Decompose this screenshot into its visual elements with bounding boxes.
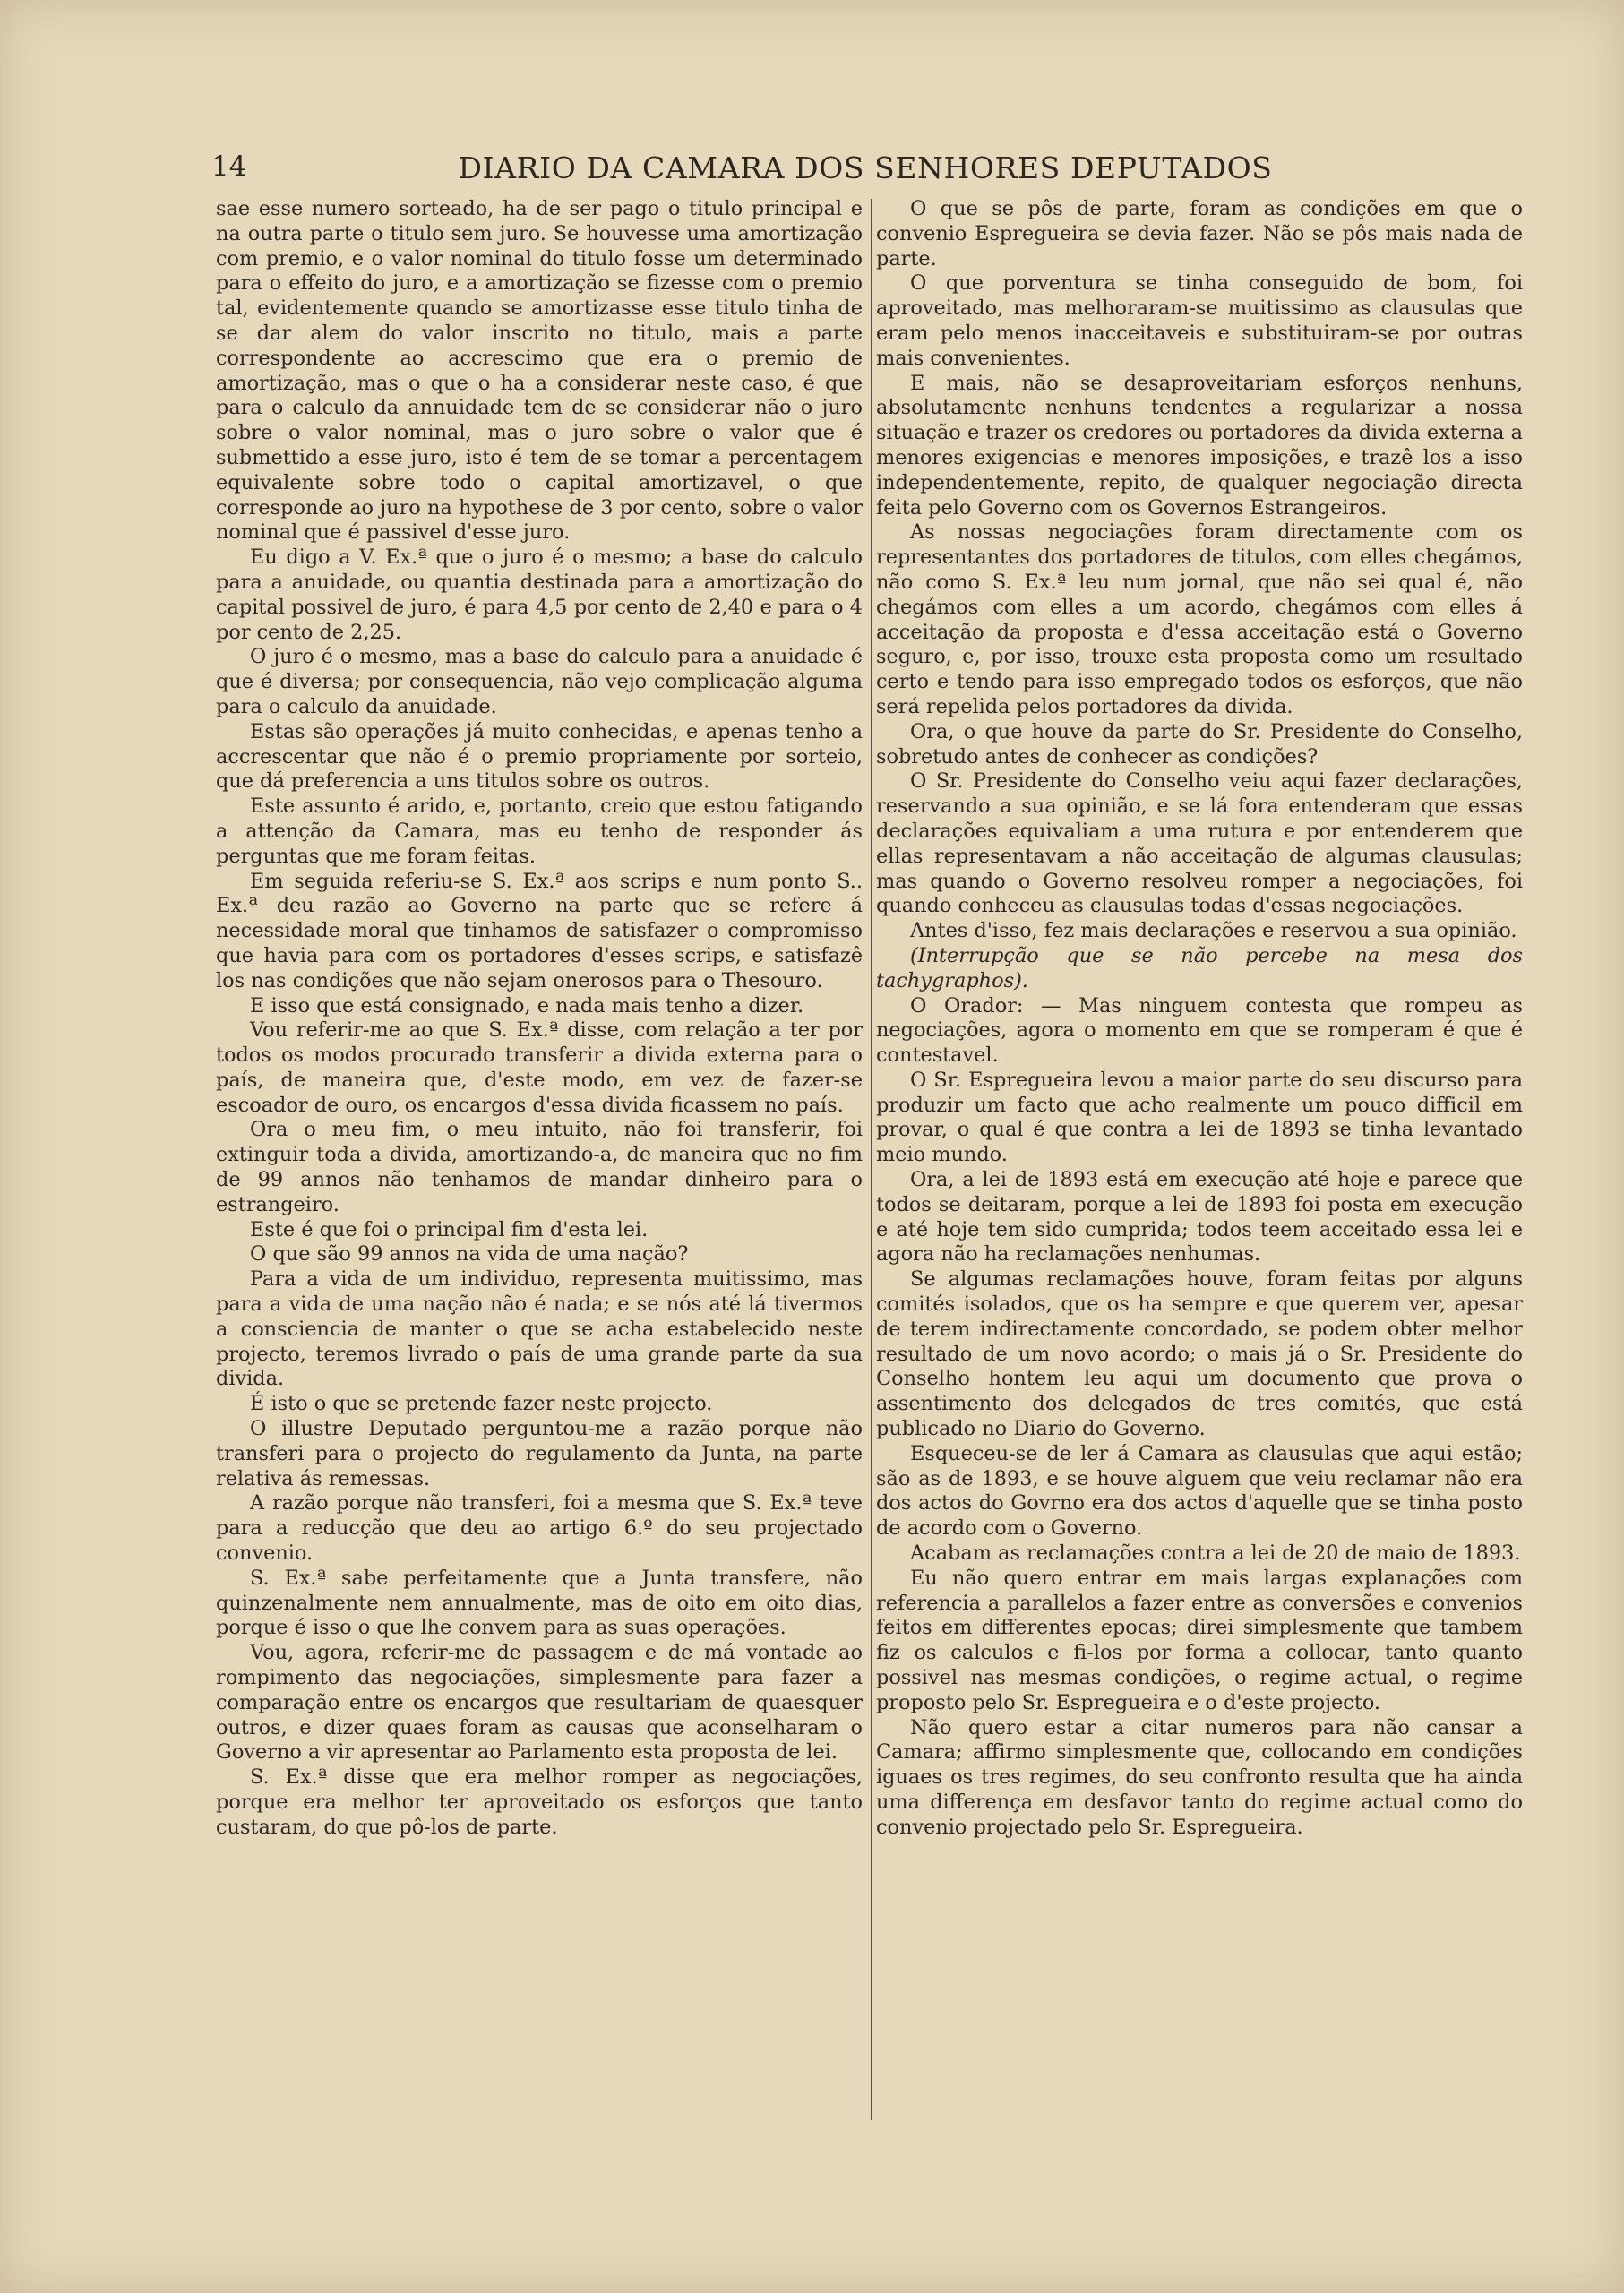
paragraph: O Sr. Espregueira levou a maior parte do seu discurso para produzir um facto que acho realmente um pouco difficil em provar, o qual é que contra a lei de 1893 se tinha levantado meio mundo. bbox=[876, 1068, 1523, 1167]
paragraph: Ora, a lei de 1893 está em execução até hoje e parece que todos se deitaram, porque a lei de 1893 foi posta em execução e até hoje tem sido cumprida; todos teem acceitado essa lei e agora não ha reclamações nenhumas. bbox=[876, 1168, 1523, 1267]
right-column bbox=[876, 197, 1523, 1841]
page-number: 14 bbox=[211, 150, 247, 183]
journal-title: DIARIO DA CAMARA DOS SENHORES DEPUTADOS bbox=[458, 150, 1273, 185]
column-divider bbox=[871, 199, 872, 2120]
paragraph: E isso que está consignado, e nada mais tenho a dizer. bbox=[250, 993, 804, 1018]
paragraph: Ora, o que houve da parte do Sr. Presidente do Conselho, sobretudo antes de conhecer as condições? bbox=[876, 719, 1523, 769]
paragraph: Se algumas reclamações houve, foram feitas por alguns comités isolados, que os ha sempre e que querem ver, apesar de terem indirectamente concordado, se podem obter melhor resultado de um novo acordo; o mais já o Sr. Presidente do Conselho hontem leu aqui um documento que prova o assentimento dos delegados de tres comités, que está publicado no Diario do Governo. bbox=[876, 1267, 1523, 1441]
paragraph: O illustre Deputado perguntou-me a razão porque não transferi para o projecto do regulamento da Junta, na parte relativa ás remessas. bbox=[216, 1417, 863, 1490]
paragraph: sae esse numero sorteado, ha de ser pago o titulo principal e na outra parte o titulo sem juro. Se houvesse uma amortização com premio, e o valor nominal do titulo fosse um determinado para o effeito do juro, e a amortização se fizesse com o premio tal, evidentemente quando se amortizasse esse titulo tinha de se dar alem do valor inscrito no titulo, mais a parte correspondente ao accrescimo que era o premio de amortização, mas o que o ha a considerar neste caso, é que para o calculo da annuidade tem de se considerar não o juro sobre o valor nominal, mas o juro sobre o valor que é submettido a esse juro, isto é tem de se tomar a percentagem equivalente sobre todo o capital amortizavel, o que corresponde ao juro na hypothese de 3 por cento, sobre o valor nominal que é passivel d'esse juro. bbox=[216, 197, 863, 545]
paragraph: Para a vida de um individuo, representa muitissimo, mas para a vida de uma nação não é nada; e se nós até lá tivermos a consciencia de manter o que se acha estabelecido neste projecto, teremos livrado o país de uma grande parte da sua divida. bbox=[216, 1267, 863, 1391]
paragraph: As nossas negociações foram directamente com os representantes dos portadores de titulos, com elles chegámos, não como S. Ex.ª leu num jornal, que não sei qual é, não chegámos com elles a um acordo, chegámos com elles á acceitação da proposta e d'essa acceitação está o Governo seguro, e, por isso, trouxe esta proposta como um resultado certo e tendo para isso empregado todos os esforços, que não será repelida pelos portadores da divida. bbox=[876, 520, 1523, 718]
paragraph: Ora o meu fim, o meu intuito, não foi transferir, foi extinguir toda a divida, amortizando-a, de maneira que no fim de 99 annos não tenhamos de mandar dinheiro para o estrangeiro. bbox=[216, 1118, 863, 1216]
paragraph: O juro é o mesmo, mas a base do calculo para a anuidade é que é diversa; por consequencia, não vejo complicação alguma para o calculo da anuidade. bbox=[216, 645, 863, 718]
paragraph: Acabam as reclamações contra a lei de 20 de maio de 1893. bbox=[910, 1542, 1521, 1566]
paragraph: Vou referir-me ao que S. Ex.ª disse, com relação a ter por todos os modos procurado transferir a divida externa para o país, de maneira que, d'este modo, em vez de fazer-se escoador de ouro, os encargos d'essa divida ficassem no país. bbox=[216, 1018, 863, 1117]
left-column bbox=[216, 197, 863, 1841]
paragraph: Eu não quero entrar em mais largas explanações com referencia a parallelos a fazer entre as conversões e convenios feitos em differentes epocas; direi simplesmente que tambem fiz os calculos e fi-los por forma a collocar, tanto quanto possivel nas mesmas condições, o regime actual, o regime proposto pelo Sr. Espregueira e o d'este projecto. bbox=[876, 1566, 1523, 1714]
paragraph: O Sr. Presidente do Conselho veiu aqui fazer declarações, reservando a sua opinião, e se lá fora entenderam que essas declarações equivaliam a uma rutura e por entenderem que ellas representavam a não acceitação de algumas clausulas; mas quando o Governo resolveu romper a negociações, foi quando conheceu as clausulas todas d'essas negociações. bbox=[876, 769, 1523, 918]
paragraph: S. Ex.ª disse que era melhor romper as negociações, porque era melhor ter aproveitado os esforços que tanto custaram, do que pô-los de parte. bbox=[216, 1765, 863, 1839]
speaker-paragraph: O Orador: — Mas ninguem contesta que rompeu as negociações, agora o momento em que se romperam é que é contestavel. bbox=[876, 993, 1523, 1068]
paragraph: É isto o que se pretende fazer neste projecto. bbox=[250, 1392, 713, 1416]
paragraph: O que se pôs de parte, foram as condições em que o convenio Espregueira se devia fazer. Não se pôs mais nada de parte. bbox=[876, 197, 1523, 271]
paragraph: A razão porque não transferi, foi a mesma que S. Ex.ª teve para a reducção que deu ao artigo 6.º do seu projectado convenio. bbox=[216, 1491, 863, 1566]
paragraph: E mais, não se desaproveitariam esforços nenhuns, absolutamente nenhuns tendentes a regularizar a nossa situação e trazer os credores ou portadores da divida externa a menores exigencias e menores imposições, e trazê los a isso independentemente, repito, de qualquer negociação directa feita pelo Governo com os Governos Estrangeiros. bbox=[876, 371, 1523, 520]
paragraph: Este é que foi o principal fim d'esta lei. bbox=[250, 1217, 649, 1241]
interruption-note: (Interrupção que se não percebe na mesa dos tachygraphos). bbox=[876, 943, 1523, 992]
paragraph: Vou, agora, referir-me de passagem e de má vontade ao rompimento das negociações, simplesmente para fazer a comparação entre os encargos que resultariam de quaesquer outros, e dizer quaes foram as causas que aconselharam o Governo a vir apresentar ao Parlamento esta proposta de lei. bbox=[216, 1641, 863, 1765]
paragraph: Não quero estar a citar numeros para não cansar a Camara; affirmo simplesmente que, collocando em condições iguaes os tres regimes, do seu confronto resulta que ha ainda uma differença em desfavor tanto do regime actual como do convenio projectado pelo Sr. Espregueira. bbox=[876, 1715, 1523, 1839]
paragraph: Estas são operações já muito conhecidas, e apenas tenho a accrescentar que não é o premio propriamente por sorteio, que dá preferencia a uns titulos sobre os outros. bbox=[216, 719, 863, 794]
page-header bbox=[211, 143, 1519, 192]
paragraph: S. Ex.ª sabe perfeitamente que a Junta transfere, não quinzenalmente nem annualmente, mas de oito em oito dias, porque é isso o que lhe convem para as suas operações. bbox=[216, 1566, 863, 1640]
paragraph: Este assunto é arido, e, portanto, creio que estou fatigando a attenção da Camara, mas eu tenho de responder ás perguntas que me foram feitas. bbox=[216, 794, 863, 868]
paragraph: Eu digo a V. Ex.ª que o juro é o mesmo; a base do calculo para a anuidade, ou quantia destinada para a amortização do capital possivel de juro, é para 4,5 por cento de 2,40 e para o 4 por cento de 2,25. bbox=[216, 545, 863, 644]
paragraph: Esqueceu-se de ler á Camara as clausulas que aqui estão; são as de 1893, e se houve alguem que veiu reclamar não era dos actos do Govrno era dos actos d'aquelle que se tinha posto de acordo com o Governo. bbox=[876, 1441, 1523, 1541]
paragraph: Antes d'isso, fez mais declarações e reservou a sua opinião. bbox=[910, 919, 1517, 943]
paragraph: Em seguida referiu-se S. Ex.ª aos scrips e num ponto S.. Ex.ª deu razão ao Governo na parte que se refere á necessidade moral que tinhamos de satisfazer o compromisso que havia para com os portadores d'esses scrips, e satisfazê los nas condições que não sejam onerosos para o Thesouro. bbox=[216, 869, 863, 992]
paragraph: O que são 99 annos na vida de uma nação? bbox=[250, 1242, 689, 1267]
paragraph: O que porventura se tinha conseguido de bom, foi aproveitado, mas melhoraram-se muitissimo as clausulas que eram pelo menos inacceitaveis e substituiram-se por outras mais convenientes. bbox=[876, 271, 1523, 370]
